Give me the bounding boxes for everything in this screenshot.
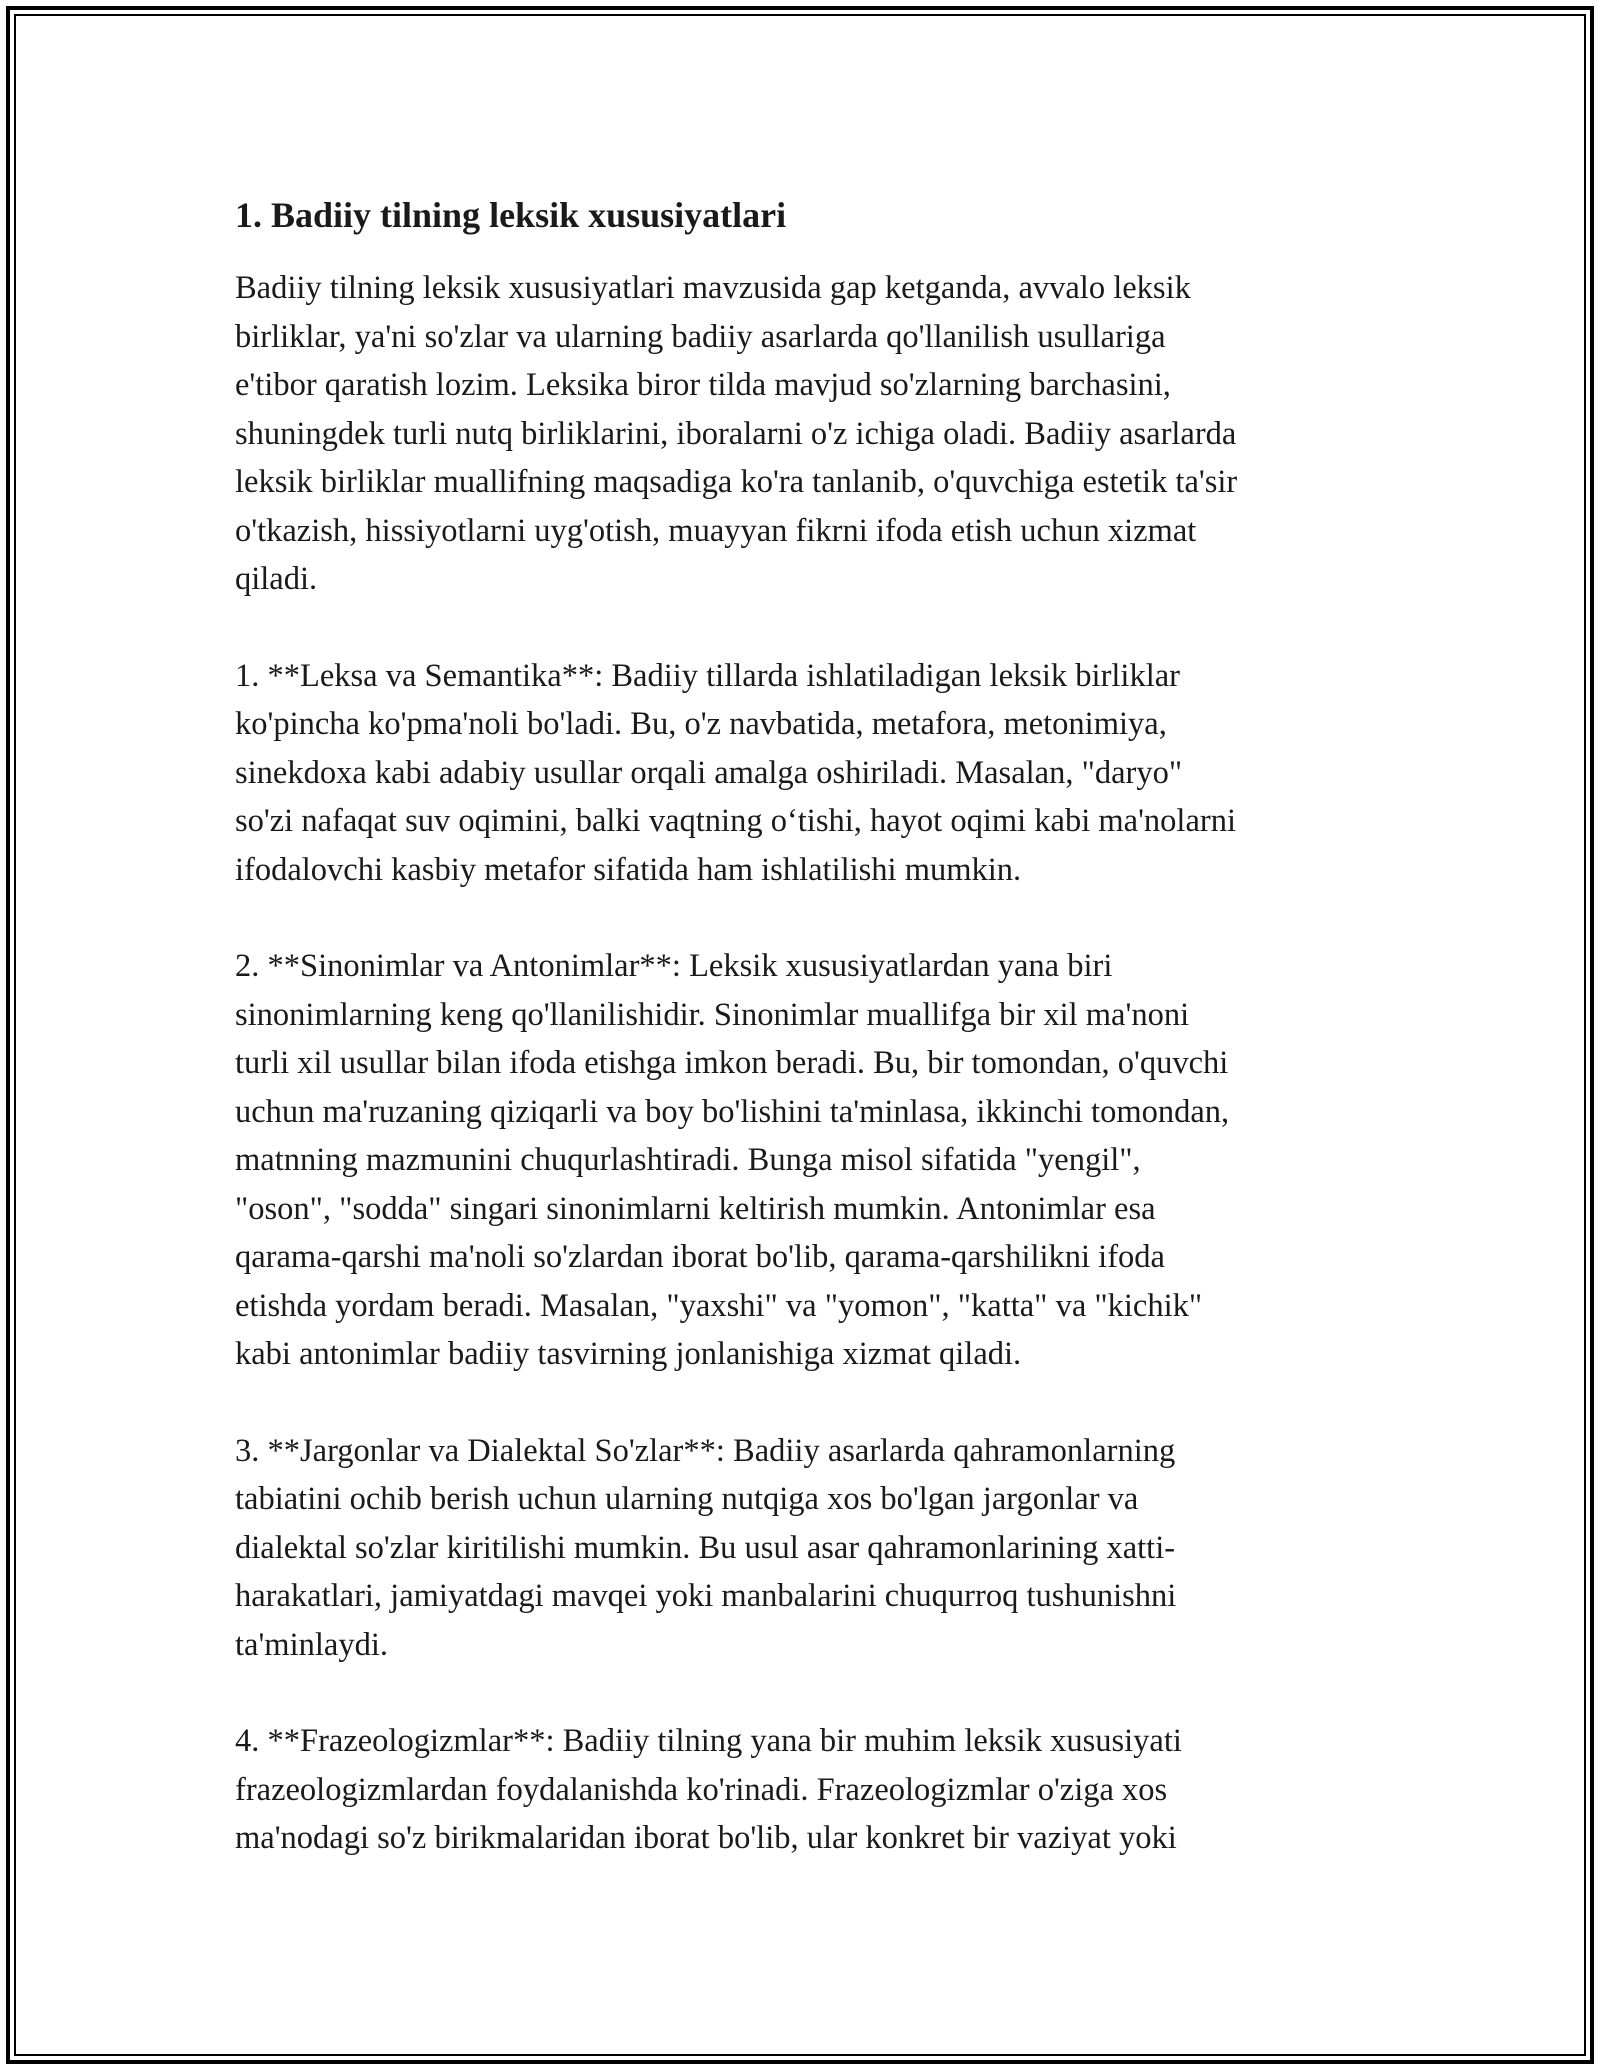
- paragraph-sinonimlar-antonimlar: 2. **Sinonimlar va Antonimlar**: Leksik xususiyatlardan yana biri sinonimlarning keng qo'llanilishidir. Sinonimlar muallifga bir xil ma'noni turli xil usullar bilan ifoda etishga imkon beradi. Bu, bir tomondan, o'quvchi uchun ma'ruzaning qiziqarli va boy bo'lishini ta'minlasa, ikkinchi tomondan, matnning mazmunini chuqurlashtiradi. Bunga misol sifatida "yengil", "oson", "sodda" singari sinonimlarni keltirish mumkin. Antonimlar esa qarama-qarshi ma'noli so'zlardan iborat bo'lib, qarama-qarshilikni ifoda etishda yordam beradi. Masalan, "yaxshi" va "yomon", "katta" va "kichik" kabi antonimlar badiiy tasvirning jonlanishiga xizmat qiladi.: [235, 948, 1230, 1372]
- intro-paragraph: Badiiy tilning leksik xususiyatlari mavzusida gap ketganda, avvalo leksik birliklar, ya'ni so'zlar va ularning badiiy asarlarda qo'llanilish usullariga e'tibor qaratish lozim. Leksika biror tilda mavjud so'zlarning barchasini, shuningdek turli nutq birliklarini, iboralarni o'z ichiga oladi. Badiiy asarlarda leksik birliklar muallifning maqsadiga ko'ra tanlanib, o'quvchiga estetik ta'sir o'tkazish, hissiyotlarni uyg'otish, muayyan fikrni ifoda etish uchun xizmat qiladi.: [235, 270, 1238, 597]
- paragraph-leksa-semantika: 1. **Leksa va Semantika**: Badiiy tillarda ishlatiladigan leksik birliklar ko'pincha ko'pma'noli bo'ladi. Bu, o'z navbatida, metafora, metonimiya, sinekdoxa kabi adabiy usullar orqali amalga oshiriladi. Masalan, "daryo" so'zi nafaqat suv oqimini, balki vaqtning o‘tishi, hayot oqimi kabi ma'nolarni ifodalovchi kasbiy metafor sifatida ham ishlatilishi mumkin.: [235, 657, 1236, 888]
- section-heading: 1. Badiiy tilning leksik xususiyatlari: [235, 195, 787, 235]
- document-body: [235, 188, 1395, 1911]
- paragraph-frazeologizmlar: 4. **Frazeologizmlar**: Badiiy tilning yana bir muhim leksik xususiyati frazeologizmlardan foydalanishda ko'rinadi. Frazeologizmlar o'ziga xos ma'nodagi so'z birikmalaridan iborat bo'lib, ular konkret bir vaziyat yoki: [235, 1723, 1182, 1856]
- paragraph-jargonlar-dialektal: 3. **Jargonlar va Dialektal So'zlar**: Badiiy asarlarda qahramonlarning tabiatini ochib berish uchun ularning nutqiga xos bo'lgan jargonlar va dialektal so'zlar kiritilishi mumkin. Bu usul asar qahramonlarining xatti- harakatlari, jamiyatdagi mavqei yoki manbalarini chuqurroq tushunishni ta'minlaydi.: [235, 1432, 1177, 1663]
